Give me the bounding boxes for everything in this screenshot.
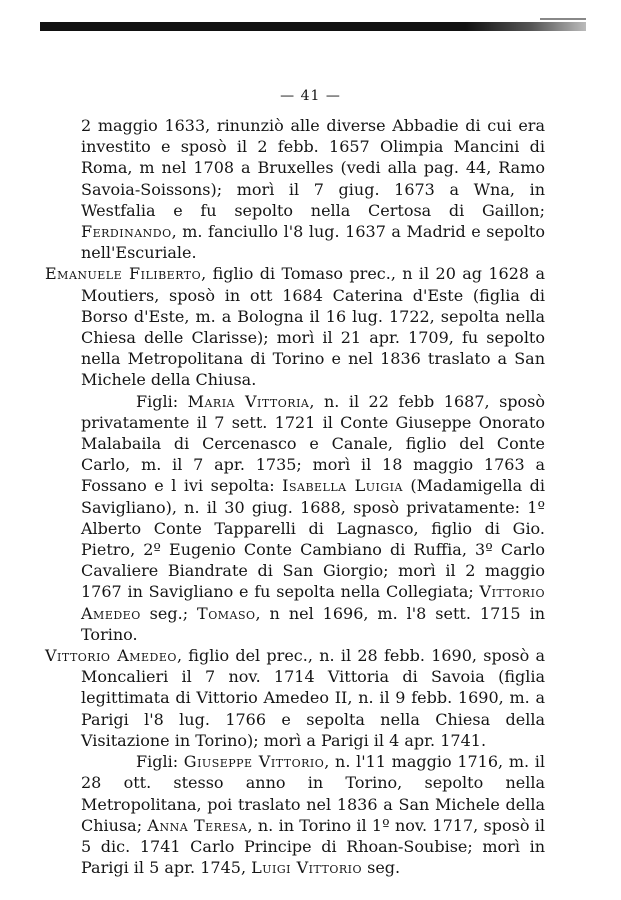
person-name: Ferdinando xyxy=(81,222,172,242)
text-run: , n. il 22 febb 1687, sposò privatamente il 7 sett. 1721 il Conte Giuseppe Onorato Malabaila di Cercenasco e Canale, figlio del Conte Carlo, m. il 7 apr. 1735; morì il 18 maggio 1763 a Fossano e l ivi sepolta: xyxy=(81,391,546,496)
entry-heading-name: Emanuele Filiberto xyxy=(45,264,202,284)
text-run: seg. xyxy=(362,858,401,878)
children-paragraph xyxy=(45,391,545,645)
person-name: Isabella Luigia xyxy=(282,476,403,496)
person-name: Maria Vittoria xyxy=(187,391,310,411)
page-number: — 41 — xyxy=(280,88,341,104)
entry-vittorio-amedeo xyxy=(45,645,545,751)
person-name: Giuseppe Vittorio xyxy=(183,752,325,772)
children-paragraph xyxy=(45,751,545,878)
text-run: , figlio del prec., n. il 28 febb. 1690, sposò a Moncalieri il 7 nov. 1714 Vittoria di Savoia (figlia legittimata di Vittorio Amedeo II, n. il 9 febb. 1690, m. a Parigi l'8 lug. 1766 e sepolta nella Chiesa della Visitazione in Torino); morì a Parigi il 4 apr. 1741. xyxy=(81,646,546,750)
text-run: , m. fanciullo l'8 lug. 1637 a Madrid e sepolto nell'Escuriale. xyxy=(81,222,545,263)
text-run: , figlio di Tomaso prec., n il 20 ag 1628 a Moutiers, sposò in ott 1684 Caterina d'Este (figlia di Borso d'Este, m. a Bologna il 16 lug. 1722, sepolta nella Chiesa delle Clarisse); morì il 21 apr. 1709, fu sepolto nella Metropolitana di Torino e nel 1836 traslato a San Michele della Chiusa. xyxy=(81,264,545,390)
page-body xyxy=(45,115,545,878)
paragraph-continuation xyxy=(45,115,545,263)
header-rule xyxy=(40,22,586,31)
person-name: Luigi Vittorio xyxy=(251,858,363,878)
text-run: (Madamigella di Savigliano), n. il 30 giug. 1688, sposò privatamente: 1º Alberto Conte Tapparelli di Lagnasco, figlio di Gio. Pietro, 2º Eugenio Conte Cambiano di Ruffia, 3º Carlo Cavaliere Biandrate di San Giorgio; morì il 2 maggio 1767 in Savigliano e fu sepolta nella Collegiata; xyxy=(81,476,545,602)
text-run: seg.; xyxy=(140,603,198,623)
person-name: Tomaso xyxy=(197,603,256,623)
text-run: 2 maggio 1633, rinunziò alle diverse Abbadie di cui era investito e sposò il 2 febb. 1657 Olimpia Mancini di Roma, m nel 1708 a Bruxelles (vedi alla pag. 44, Ramo Savoia-Soissons); morì il 7 giug. 1673 a Wna, in Westfalia e fu sepolto nella Certosa di Gaillon; xyxy=(81,116,545,220)
text-run: , n. in Torino il 1º nov. 1717, sposò il 5 dic. 1741 Carlo Principe di Rhoan-Soubise; morì in Parigi il 5 apr. 1745, xyxy=(81,815,545,878)
text-run: , n. l'11 maggio 1716, m. il 28 ott. stesso anno in Torino, sepolto nella Metropolitana, poi traslato nel 1836 a San Michele della Chiusa; xyxy=(81,752,546,835)
text-run: , n nel 1696, m. l'8 sett. 1715 in Torino. xyxy=(81,603,545,644)
person-name: Vittorio Amedeo xyxy=(81,582,545,623)
entry-heading-name: Vittorio Amedeo xyxy=(45,646,177,666)
figli-label: Figli: xyxy=(136,391,188,411)
header-rule-thin xyxy=(540,18,586,20)
figli-label: Figli: xyxy=(136,752,184,772)
entry-emanuele-filiberto xyxy=(45,263,545,390)
person-name: Anna Teresa xyxy=(147,815,248,835)
